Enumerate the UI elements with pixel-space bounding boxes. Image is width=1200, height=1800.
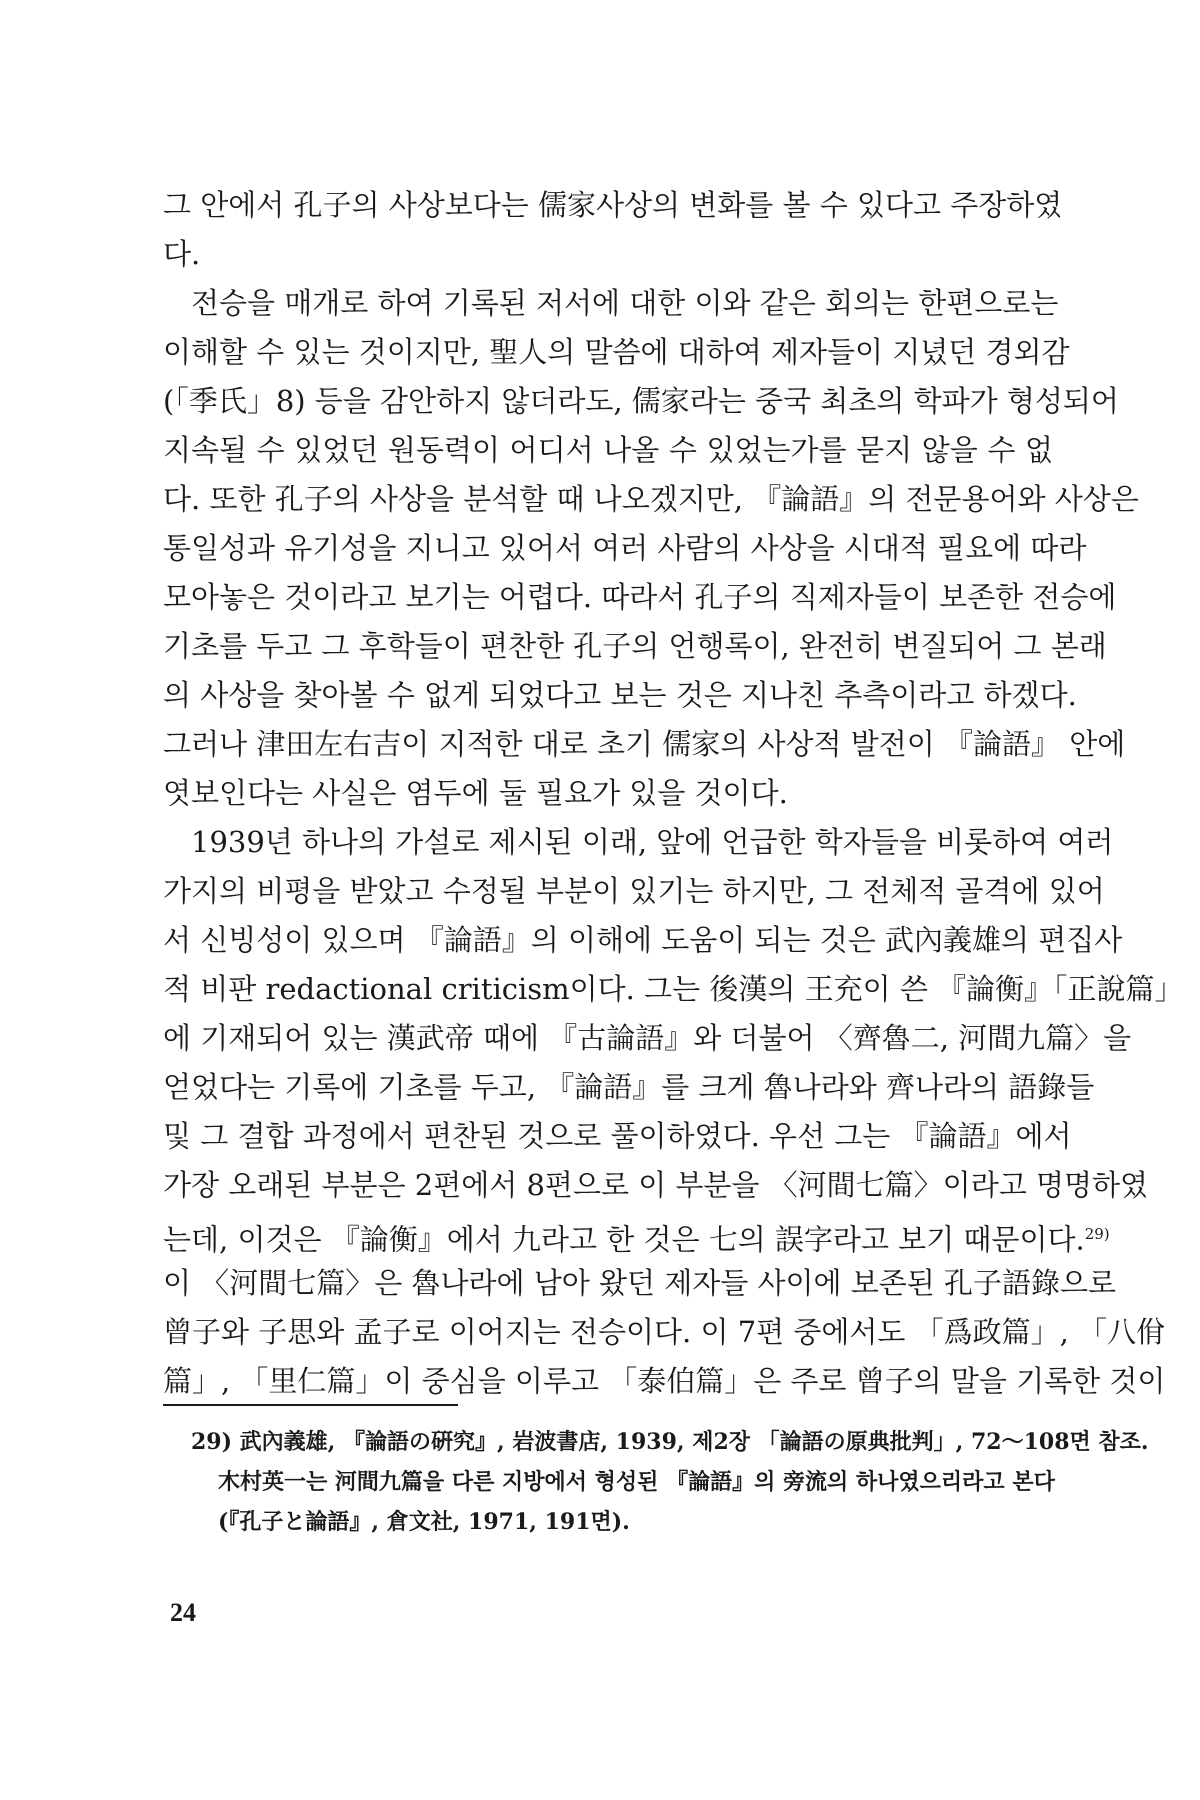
text-line: 다. <box>163 237 201 271</box>
text-line: 그 안에서 孔子의 사상보다는 儒家사상의 변화를 볼 수 있다고 주장하였 <box>163 188 1063 222</box>
text-line: 篇」, 「里仁篇」이 중심을 이루고 「泰伯篇」은 주로 曾子의 말을 기록한 것이 <box>163 1364 1166 1398</box>
footnote-line: (『孔子と論語』, 倉文社, 1971, 191면). <box>218 1509 630 1535</box>
text-line: 이해할 수 있는 것이지만, 聖人의 말씀에 대하여 제자들이 지녔던 경외감 <box>163 335 1070 369</box>
text-line: 지속될 수 있었던 원동력이 어디서 나올 수 있었는가를 묻지 않을 수 없 <box>163 433 1053 467</box>
text-line: 曾子와 子思와 孟子로 이어지는 전승이다. 이 7편 중에서도 「爲政篇」, 「八佾 <box>163 1315 1166 1349</box>
text-line: 전승을 매개로 하여 기록된 저서에 대한 이와 같은 회의는 한편으로는 <box>191 286 1059 320</box>
text-line <box>163 1210 1110 1259</box>
text-line: (「季氏」8) 등을 감안하지 않더라도, 儒家라는 중국 최초의 학파가 형성되어 <box>163 384 1119 418</box>
text-line: 적 비판 redactional criticism이다. 그는 後漢의 王充이 쓴 『論衡』「正說篇」 <box>163 972 1184 1006</box>
footnote-divider <box>163 1404 458 1406</box>
body-text <box>163 181 1184 1406</box>
footnote <box>163 1422 1149 1542</box>
footnote-line: 木村英一는 河間九篇을 다른 지방에서 형성된 『論語』의 旁流의 하나였으리라고 본다 <box>218 1469 1055 1495</box>
text-line: 모아놓은 것이라고 보기는 어렵다. 따라서 孔子의 직제자들이 보존한 전승에 <box>163 580 1117 614</box>
text-line: 통일성과 유기성을 지니고 있어서 여러 사람의 사상을 시대적 필요에 따라 <box>163 531 1087 565</box>
text-line: 얻었다는 기록에 기초를 두고, 『論語』를 크게 魯나라와 齊나라의 語錄들 <box>163 1070 1095 1104</box>
text-line: 의 사상을 찾아볼 수 없게 되었다고 보는 것은 지나친 추측이라고 하겠다. <box>163 678 1077 712</box>
text-line-content: 는데, 이것은 『論衡』에서 九라고 한 것은 七의 誤字라고 보기 때문이다. <box>163 1222 1085 1257</box>
text-line: 그러나 津田左右吉이 지적한 대로 초기 儒家의 사상적 발전이 『論語』 안에 <box>163 727 1126 761</box>
page-number: 24 <box>170 1598 196 1627</box>
footnote-line: 29) 武內義雄, 『論語の硏究』, 岩波書店, 1939, 제2장 「論語の原典批判」, 72～108면 참조. <box>191 1429 1149 1455</box>
text-line: 1939년 하나의 가설로 제시된 이래, 앞에 언급한 학자들을 비롯하여 여러 <box>191 825 1114 859</box>
text-line: 에 기재되어 있는 漢武帝 때에 『古論語』와 더불어 〈齊魯二, 河間九篇〉을 <box>163 1021 1132 1055</box>
text-line: 서 신빙성이 있으며 『論語』의 이해에 도움이 되는 것은 武內義雄의 편집사 <box>163 923 1123 957</box>
text-line: 기초를 두고 그 후학들이 편찬한 孔子의 언행록이, 완전히 변질되어 그 본래 <box>163 629 1107 663</box>
text-line: 엿보인다는 사실은 염두에 둘 필요가 있을 것이다. <box>163 776 788 810</box>
text-line: 가장 오래된 부분은 2편에서 8편으로 이 부분을 〈河間七篇〉이라고 명명하였 <box>163 1168 1148 1202</box>
text-line: 가지의 비평을 받았고 수정될 부분이 있기는 하지만, 그 전체적 골격에 있어 <box>163 874 1105 908</box>
text-line: 및 그 결합 과정에서 편찬된 것으로 풀이하였다. 우선 그는 『論語』에서 <box>163 1119 1072 1153</box>
footnote-reference: 29) <box>1084 1225 1110 1243</box>
text-line: 다. 또한 孔子의 사상을 분석할 때 나오겠지만, 『論語』의 전문용어와 사상은 <box>163 482 1139 516</box>
text-line: 이 〈河間七篇〉은 魯나라에 남아 왔던 제자들 사이에 보존된 孔子語錄으로 <box>163 1266 1117 1300</box>
